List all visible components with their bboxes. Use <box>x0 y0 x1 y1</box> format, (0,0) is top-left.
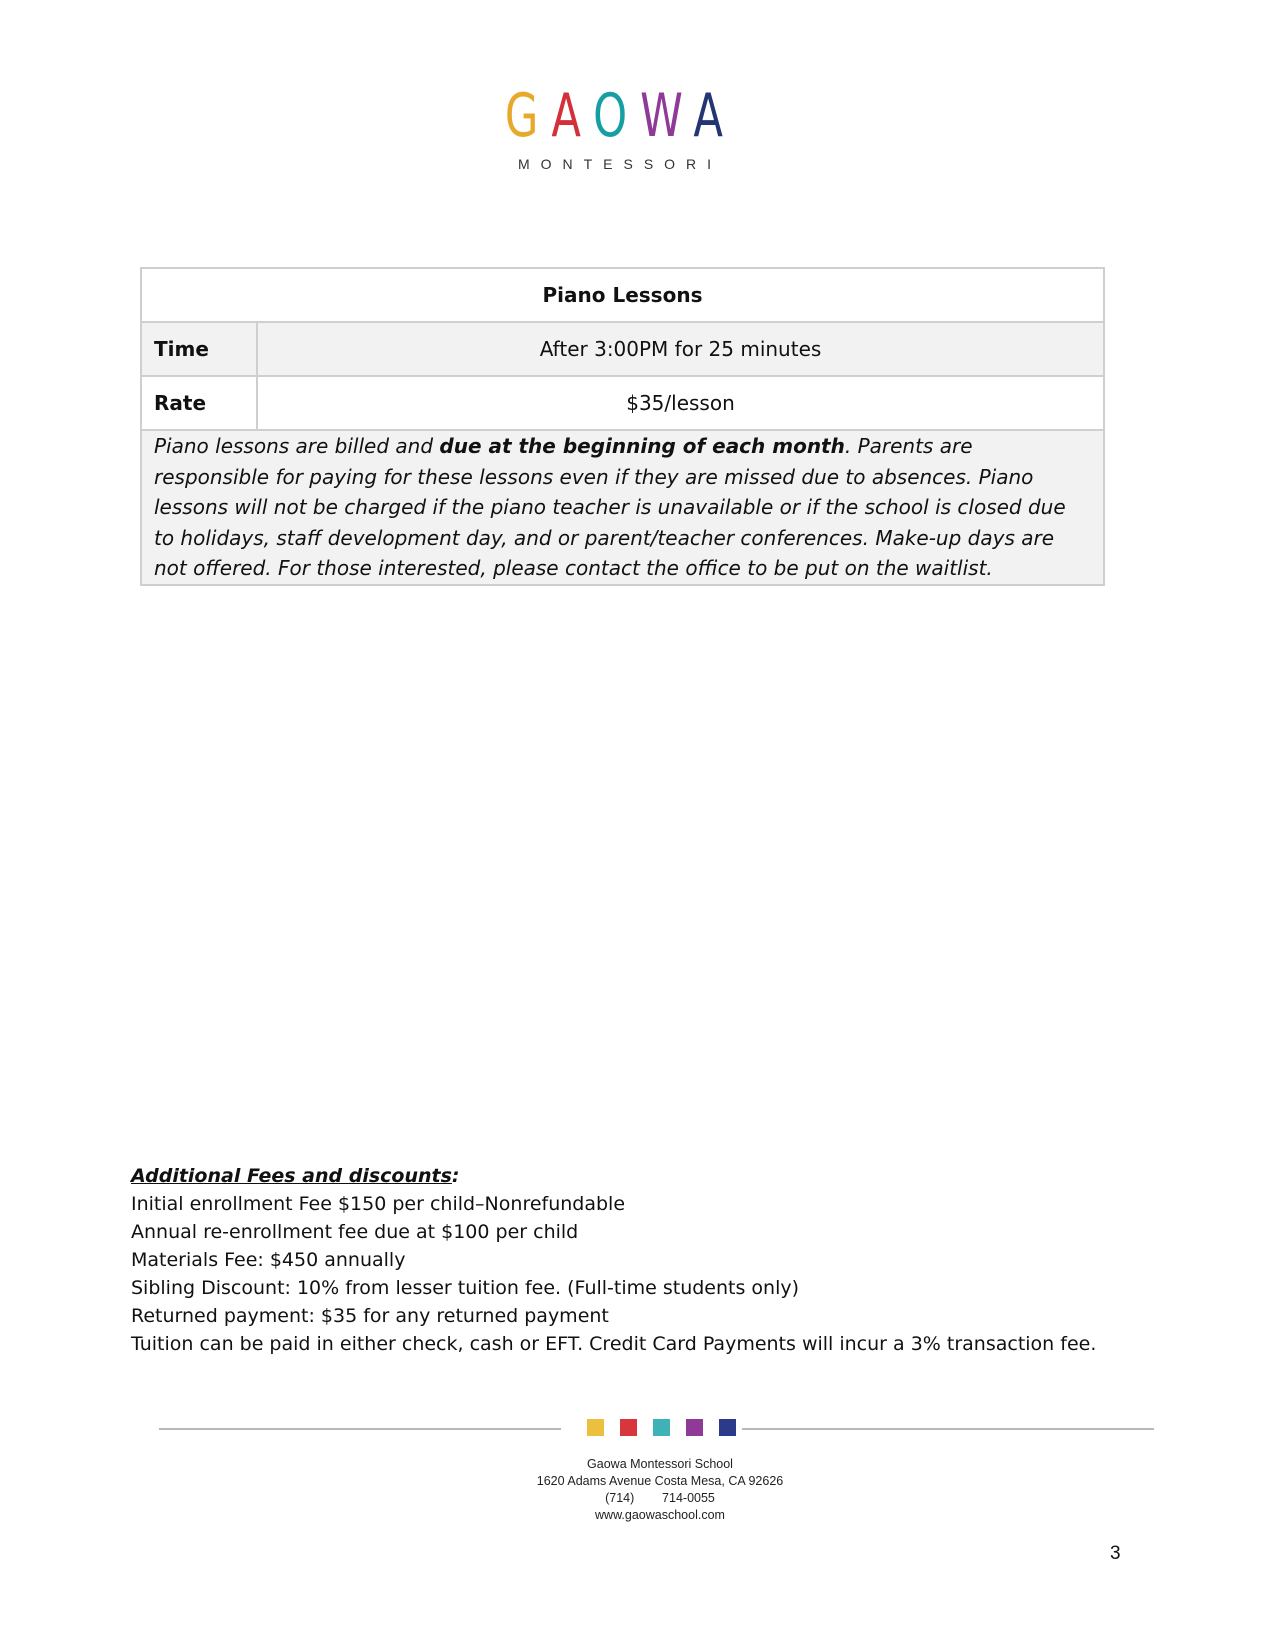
logo <box>0 81 1240 172</box>
rate-label: Rate <box>141 376 257 430</box>
color-swatch <box>719 1419 736 1436</box>
school-name: Gaowa Montessori School <box>587 1457 733 1471</box>
logo-wordmark <box>504 81 736 151</box>
time-label: Time <box>141 322 257 376</box>
fee-item: Tuition can be paid in either check, cash or EFT. Credit Card Payments will incur a 3% transaction fee. <box>131 1333 1097 1355</box>
footer-address-block <box>0 1456 1275 1524</box>
fees-title: Additional Fees and discounts <box>131 1165 452 1187</box>
logo-subtitle: MONTESSORI <box>517 156 723 172</box>
logo-letter: A <box>550 81 593 151</box>
fee-item: Initial enrollment Fee $150 per child–Nonrefundable <box>131 1193 626 1215</box>
fees-title-colon: : <box>451 1165 460 1187</box>
school-address: 1620 Adams Avenue Costa Mesa, CA 92626 <box>536 1474 784 1488</box>
footer-divider-left <box>159 1428 561 1430</box>
fee-item: Annual re-enrollment fee due at $100 per child <box>131 1221 579 1243</box>
fees-heading <box>131 1162 1131 1190</box>
piano-table-title: Piano Lessons <box>141 268 1104 322</box>
rate-value: $35/lesson <box>257 376 1104 430</box>
school-website: www.gaowaschool.com <box>595 1508 725 1522</box>
fee-item: Sibling Discount: 10% from lesser tuition fee. (Full-time students only) <box>131 1277 800 1299</box>
color-swatch <box>653 1419 670 1436</box>
logo-letter: W <box>639 81 693 151</box>
additional-fees-section <box>131 1162 1131 1358</box>
note-text-start: Piano lessons are billed and <box>154 434 440 458</box>
fee-item: Returned payment: $35 for any returned payment <box>131 1305 609 1327</box>
footer-color-swatches <box>587 1419 736 1436</box>
piano-policy-note <box>141 430 1104 585</box>
note-text-end: . Parents are responsible for paying for these lessons even if they are missed due to absences. Piano lessons will not be charged if the piano teacher is unavailable or if the school is closed due to holidays, staff development day, and or parent/teacher conferences. Make-up days are not offered. For those interested, please contact the office to be put on the waitlist. <box>154 434 1066 580</box>
fee-item: Materials Fee: $450 annually <box>131 1249 406 1271</box>
page-number: 3 <box>1110 1543 1121 1564</box>
note-text-emphasis: due at the beginning of each month <box>439 434 845 458</box>
logo-letter: A <box>692 81 736 151</box>
school-phone: (714) 714-0055 <box>605 1491 715 1505</box>
footer-divider-right <box>742 1428 1154 1430</box>
time-value: After 3:00PM for 25 minutes <box>257 322 1104 376</box>
color-swatch <box>620 1419 637 1436</box>
piano-lessons-table <box>140 267 1105 586</box>
logo-letter: G <box>504 81 551 151</box>
color-swatch <box>587 1419 604 1436</box>
logo-letter: O <box>592 81 640 151</box>
color-swatch <box>686 1419 703 1436</box>
